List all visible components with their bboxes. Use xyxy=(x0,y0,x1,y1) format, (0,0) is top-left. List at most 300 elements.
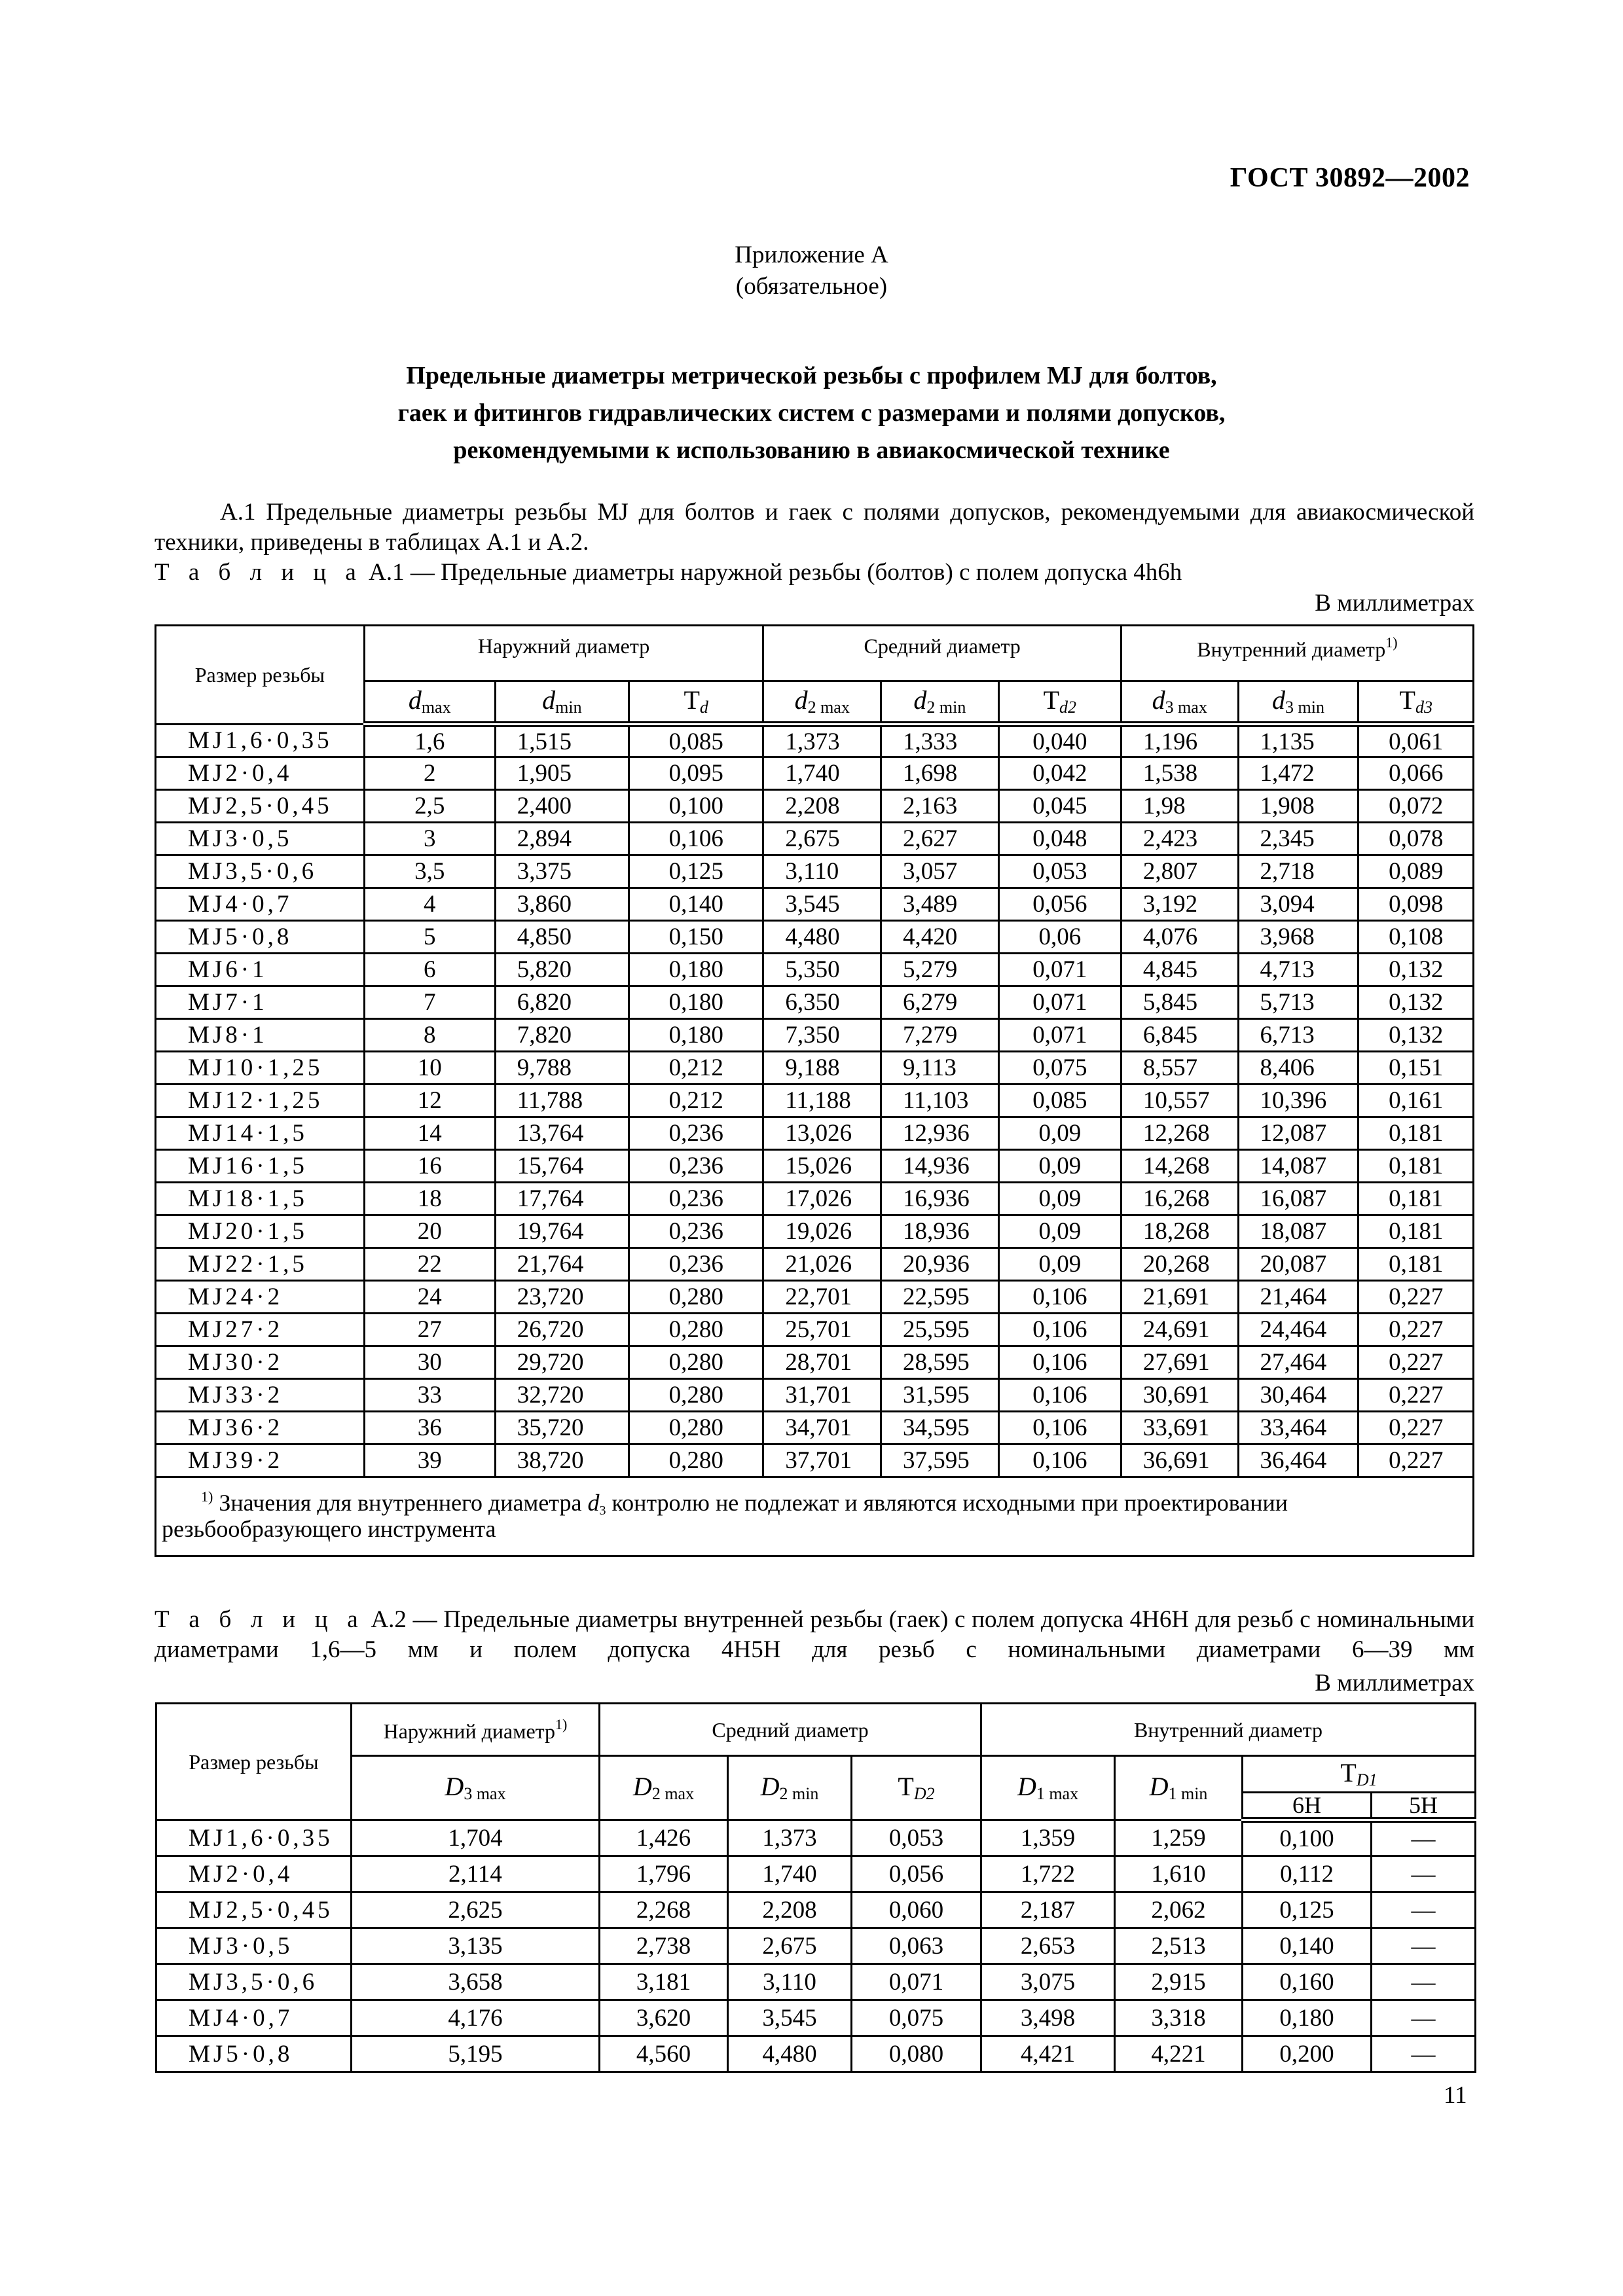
value-cell: 0,072 xyxy=(1359,790,1474,823)
value-cell: 3,545 xyxy=(728,2000,852,2036)
value-cell: 31,701 xyxy=(763,1379,881,1412)
value-cell: 12,268 xyxy=(1121,1117,1238,1150)
value-cell: 8 xyxy=(364,1019,495,1052)
thread-size-cell: MJ5·0,8 xyxy=(156,2036,352,2072)
header-d3-min xyxy=(1238,681,1359,725)
value-cell: 35,720 xyxy=(495,1412,629,1444)
header-TD2 xyxy=(852,1756,981,1820)
table-a2 xyxy=(155,1702,1476,2073)
header-d-max xyxy=(364,681,495,725)
value-cell: 18 xyxy=(364,1183,495,1215)
value-cell: 21,026 xyxy=(763,1248,881,1281)
subscript: D2 xyxy=(913,1784,935,1803)
header-inner-diameter: Внутренний диаметр xyxy=(981,1704,1476,1756)
value-cell: 0,053 xyxy=(998,855,1121,888)
value-cell: 3,375 xyxy=(495,855,629,888)
value-cell: 0,181 xyxy=(1359,1215,1474,1248)
value-cell: 36 xyxy=(364,1412,495,1444)
value-cell: 0,181 xyxy=(1359,1183,1474,1215)
value-cell: 30 xyxy=(364,1346,495,1379)
value-cell: 16,087 xyxy=(1238,1183,1359,1215)
header-d-min xyxy=(495,681,629,725)
value-cell: 4,480 xyxy=(763,921,881,954)
value-cell: 0,108 xyxy=(1359,921,1474,954)
value-cell: 0,112 xyxy=(1243,1856,1372,1892)
value-cell: 2,807 xyxy=(1121,855,1238,888)
header-d2-max xyxy=(763,681,881,725)
value-cell: 14,268 xyxy=(1121,1150,1238,1183)
value-cell: 0,100 xyxy=(1243,1820,1372,1856)
value-cell: 1,98 xyxy=(1121,790,1238,823)
value-cell: 27,464 xyxy=(1238,1346,1359,1379)
value-cell: — xyxy=(1372,1856,1476,1892)
standard-code-header: ГОСТ 30892—2002 xyxy=(1230,163,1470,193)
value-cell: 0,132 xyxy=(1359,1019,1474,1052)
value-cell: 6 xyxy=(364,954,495,986)
value-cell: 1,135 xyxy=(1238,725,1359,757)
value-cell: 16,936 xyxy=(881,1183,999,1215)
table-row xyxy=(156,1346,1474,1379)
value-cell: 30,691 xyxy=(1121,1379,1238,1412)
value-cell: 0,042 xyxy=(998,757,1121,790)
value-cell: 11,103 xyxy=(881,1085,999,1117)
thread-size-cell: MJ5·0,8 xyxy=(156,921,365,954)
symbol: D xyxy=(760,1771,780,1801)
header-inner-diameter-label: Внутренний диаметр xyxy=(1197,637,1386,661)
subscript: d2 xyxy=(1059,698,1077,717)
thread-size-cell: MJ36·2 xyxy=(156,1412,365,1444)
value-cell: 0,075 xyxy=(998,1052,1121,1085)
thread-size-cell: MJ7·1 xyxy=(156,986,365,1019)
value-cell: 0,212 xyxy=(629,1052,763,1085)
value-cell: 37,701 xyxy=(763,1444,881,1477)
value-cell: 2,400 xyxy=(495,790,629,823)
value-cell: 0,132 xyxy=(1359,954,1474,986)
value-cell: 11,188 xyxy=(763,1085,881,1117)
value-cell: 0,181 xyxy=(1359,1248,1474,1281)
value-cell: 17,764 xyxy=(495,1183,629,1215)
value-cell: — xyxy=(1372,2036,1476,2072)
table-row xyxy=(156,823,1474,855)
table-row xyxy=(156,1444,1474,1477)
thread-size-cell: MJ4·0,7 xyxy=(156,2000,352,2036)
value-cell: 2,627 xyxy=(881,823,999,855)
value-cell: 0,098 xyxy=(1359,888,1474,921)
header-d2-min xyxy=(881,681,999,725)
value-cell: 0,227 xyxy=(1359,1281,1474,1314)
value-cell: 15,026 xyxy=(763,1150,881,1183)
value-cell: 12,087 xyxy=(1238,1117,1359,1150)
subscript: 1 max xyxy=(1036,1784,1079,1803)
value-cell: 0,280 xyxy=(629,1281,763,1314)
header-inner-diameter xyxy=(1121,626,1473,681)
value-cell: 10,396 xyxy=(1238,1085,1359,1117)
value-cell: 3,968 xyxy=(1238,921,1359,954)
value-cell: 1,740 xyxy=(763,757,881,790)
subscript: 3 max xyxy=(1165,698,1207,717)
header-td3 xyxy=(1359,681,1474,725)
table-a2-caption-number: А.2 xyxy=(371,1606,407,1633)
value-cell: 1,359 xyxy=(981,1820,1115,1856)
value-cell: 0,280 xyxy=(629,1379,763,1412)
value-cell: 0,106 xyxy=(998,1412,1121,1444)
value-cell: 0,180 xyxy=(629,1019,763,1052)
table-row xyxy=(156,1820,1476,1856)
value-cell: 20,268 xyxy=(1121,1248,1238,1281)
value-cell: 0,063 xyxy=(852,1928,981,1964)
value-cell: 0,060 xyxy=(852,1892,981,1928)
appendix-status: (обязательное) xyxy=(735,273,888,300)
value-cell: 3 xyxy=(364,823,495,855)
value-cell: — xyxy=(1372,1892,1476,1928)
value-cell: 37,595 xyxy=(881,1444,999,1477)
value-cell: 0,085 xyxy=(629,725,763,757)
value-cell: 3,658 xyxy=(352,1964,600,2000)
value-cell: 4,850 xyxy=(495,921,629,954)
value-cell: 1,333 xyxy=(881,725,999,757)
value-cell: 0,080 xyxy=(852,2036,981,2072)
thread-size-cell: MJ22·1,5 xyxy=(156,1248,365,1281)
title-line-1: Предельные диаметры метрической резьбы с профилем MJ для болтов, xyxy=(406,362,1217,389)
value-cell: 6,845 xyxy=(1121,1019,1238,1052)
value-cell: 10,557 xyxy=(1121,1085,1238,1117)
title-line-3: рекомендуемыми к использованию в авиакосмической технике xyxy=(453,437,1170,464)
value-cell: 6,350 xyxy=(763,986,881,1019)
footnote-mark: 1) xyxy=(201,1488,213,1505)
value-cell: 11,788 xyxy=(495,1085,629,1117)
value-cell: 2,513 xyxy=(1115,1928,1243,1964)
table-row xyxy=(156,1314,1474,1346)
value-cell: 22,701 xyxy=(763,1281,881,1314)
table-row xyxy=(156,1248,1474,1281)
value-cell: 0,048 xyxy=(998,823,1121,855)
header-pitch-diameter: Средний диаметр xyxy=(763,626,1122,681)
value-cell: 30,464 xyxy=(1238,1379,1359,1412)
value-cell: 2,675 xyxy=(763,823,881,855)
value-cell: 0,132 xyxy=(1359,986,1474,1019)
thread-size-cell: MJ27·2 xyxy=(156,1314,365,1346)
value-cell: 0,075 xyxy=(852,2000,981,2036)
value-cell: 24,691 xyxy=(1121,1314,1238,1346)
thread-size-cell: MJ3·0,5 xyxy=(156,823,365,855)
value-cell: 17,026 xyxy=(763,1183,881,1215)
subscript: 3 max xyxy=(464,1784,506,1803)
value-cell: 0,066 xyxy=(1359,757,1474,790)
value-cell: 2,208 xyxy=(728,1892,852,1928)
value-cell: 23,720 xyxy=(495,1281,629,1314)
value-cell: 7,820 xyxy=(495,1019,629,1052)
table-a1-caption xyxy=(155,558,1474,588)
table-row xyxy=(156,855,1474,888)
subscript: 2 max xyxy=(651,1784,695,1803)
thread-size-cell: MJ2,5·0,45 xyxy=(156,790,365,823)
value-cell: 20,087 xyxy=(1238,1248,1359,1281)
table-a1-units: В миллиметрах xyxy=(1315,590,1474,617)
symbol: T xyxy=(898,1771,914,1801)
value-cell: 18,936 xyxy=(881,1215,999,1248)
symbol: d xyxy=(794,685,808,715)
table-a2-units: В миллиметрах xyxy=(1315,1670,1474,1696)
symbol: D xyxy=(1017,1771,1036,1801)
value-cell: 0,280 xyxy=(629,1412,763,1444)
value-cell: 16,268 xyxy=(1121,1183,1238,1215)
value-cell: 18,268 xyxy=(1121,1215,1238,1248)
table-row xyxy=(156,1412,1474,1444)
value-cell: 0,236 xyxy=(629,1248,763,1281)
table-row xyxy=(156,1215,1474,1248)
value-cell: 25,595 xyxy=(881,1314,999,1346)
value-cell: 22,595 xyxy=(881,1281,999,1314)
value-cell: 5,820 xyxy=(495,954,629,986)
value-cell: 3,057 xyxy=(881,855,999,888)
table-row xyxy=(156,1892,1476,1928)
header-D3-max xyxy=(352,1756,600,1820)
subscript: d3 xyxy=(1415,698,1432,717)
value-cell: 0,106 xyxy=(998,1281,1121,1314)
footnote-text-before: Значения для внутреннего диаметра xyxy=(219,1490,582,1516)
value-cell: 19,764 xyxy=(495,1215,629,1248)
value-cell: 0,106 xyxy=(998,1444,1121,1477)
value-cell: 5,713 xyxy=(1238,986,1359,1019)
value-cell: 0,140 xyxy=(629,888,763,921)
value-cell: 0,06 xyxy=(998,921,1121,954)
value-cell: 1,722 xyxy=(981,1856,1115,1892)
value-cell: 1,259 xyxy=(1115,1820,1243,1856)
table-row xyxy=(156,1281,1474,1314)
value-cell: 26,720 xyxy=(495,1314,629,1346)
value-cell: 0,236 xyxy=(629,1215,763,1248)
value-cell: — xyxy=(1372,2000,1476,2036)
value-cell: 0,09 xyxy=(998,1183,1121,1215)
header-grade-6H: 6H xyxy=(1243,1793,1372,1820)
symbol: D xyxy=(632,1771,652,1801)
symbol: T xyxy=(1340,1757,1357,1787)
value-cell: 3,192 xyxy=(1121,888,1238,921)
header-thread-size: Размер резьбы xyxy=(156,1704,352,1820)
value-cell: 0,140 xyxy=(1243,1928,1372,1964)
table-a2-caption xyxy=(155,1605,1474,1665)
value-cell: 14 xyxy=(364,1117,495,1150)
symbol: d xyxy=(913,685,927,715)
symbol: d xyxy=(408,685,422,715)
value-cell: 0,078 xyxy=(1359,823,1474,855)
value-cell: 29,720 xyxy=(495,1346,629,1379)
value-cell: — xyxy=(1372,1820,1476,1856)
value-cell: 0,227 xyxy=(1359,1314,1474,1346)
value-cell: 4,221 xyxy=(1115,2036,1243,2072)
header-D1-min xyxy=(1115,1756,1243,1820)
subscript: d xyxy=(699,698,708,717)
value-cell: 3,545 xyxy=(763,888,881,921)
value-cell: 3,620 xyxy=(600,2000,728,2036)
table-a2-caption-text: — Предельные диаметры внутренней резьбы (гаек) с полем допуска 4H6H для резьб с номинальными диаметрами 1,6—5 мм и полем допуска 4H5H для резьб с номинальными диаметрами 6—39 мм xyxy=(155,1606,1475,1663)
table-a1-caption-text: — Предельные диаметры наружной резьбы (болтов) с полем допуска 4h6h xyxy=(410,559,1182,586)
value-cell: 0,151 xyxy=(1359,1052,1474,1085)
subscript: 2 min xyxy=(926,698,966,717)
value-cell: 36,464 xyxy=(1238,1444,1359,1477)
thread-size-cell: MJ12·1,25 xyxy=(156,1085,365,1117)
value-cell: 0,280 xyxy=(629,1444,763,1477)
value-cell: 0,227 xyxy=(1359,1444,1474,1477)
value-cell: 0,180 xyxy=(1243,2000,1372,2036)
table-row xyxy=(156,757,1474,790)
value-cell: 0,181 xyxy=(1359,1117,1474,1150)
table-a1-body xyxy=(156,725,1474,1477)
value-cell: 9,113 xyxy=(881,1052,999,1085)
value-cell: 0,125 xyxy=(1243,1892,1372,1928)
value-cell: 0,106 xyxy=(629,823,763,855)
table-row xyxy=(156,1052,1474,1085)
thread-size-cell: MJ10·1,25 xyxy=(156,1052,365,1085)
value-cell: 3,094 xyxy=(1238,888,1359,921)
value-cell: 3,110 xyxy=(763,855,881,888)
table-row xyxy=(156,790,1474,823)
value-cell: 5,845 xyxy=(1121,986,1238,1019)
value-cell: 12,936 xyxy=(881,1117,999,1150)
value-cell: 2,163 xyxy=(881,790,999,823)
paragraph-a1 xyxy=(155,497,1474,558)
table-a1-footnote xyxy=(156,1477,1474,1556)
header-td xyxy=(629,681,763,725)
symbol: T xyxy=(1399,685,1415,715)
value-cell: 2,625 xyxy=(352,1892,600,1928)
table-row xyxy=(156,1379,1474,1412)
value-cell: 3,318 xyxy=(1115,2000,1243,2036)
value-cell: 0,085 xyxy=(998,1085,1121,1117)
value-cell: 36,691 xyxy=(1121,1444,1238,1477)
value-cell: 0,227 xyxy=(1359,1379,1474,1412)
thread-size-cell: MJ33·2 xyxy=(156,1379,365,1412)
table-row xyxy=(156,1928,1476,1964)
value-cell: 0,236 xyxy=(629,1117,763,1150)
value-cell: 3,498 xyxy=(981,2000,1115,2036)
thread-size-cell: MJ30·2 xyxy=(156,1346,365,1379)
subscript: 2 min xyxy=(779,1784,819,1803)
value-cell: 14,087 xyxy=(1238,1150,1359,1183)
header-D1-max xyxy=(981,1756,1115,1820)
value-cell: 1,698 xyxy=(881,757,999,790)
value-cell: 5 xyxy=(364,921,495,954)
value-cell: 2,5 xyxy=(364,790,495,823)
footnote-symbol: d xyxy=(587,1490,600,1516)
value-cell: 0,056 xyxy=(852,1856,981,1892)
subscript: 3 min xyxy=(1285,698,1324,717)
value-cell: 0,150 xyxy=(629,921,763,954)
value-cell: 18,087 xyxy=(1238,1215,1359,1248)
value-cell: 3,5 xyxy=(364,855,495,888)
value-cell: 1,515 xyxy=(495,725,629,757)
value-cell: 0,180 xyxy=(629,954,763,986)
thread-size-cell: MJ1,6·0,35 xyxy=(156,1820,352,1856)
table-a2-caption-prefix: Т а б л и ц а xyxy=(155,1606,365,1633)
value-cell: 27 xyxy=(364,1314,495,1346)
value-cell: 21,464 xyxy=(1238,1281,1359,1314)
table-row xyxy=(156,1183,1474,1215)
footnote-mark: 1) xyxy=(555,1716,568,1732)
value-cell: 3,489 xyxy=(881,888,999,921)
value-cell: 3,110 xyxy=(728,1964,852,2000)
value-cell: 24 xyxy=(364,1281,495,1314)
table-row xyxy=(156,954,1474,986)
value-cell: 0,106 xyxy=(998,1314,1121,1346)
header-outer-diameter xyxy=(352,1704,600,1756)
value-cell: 4,713 xyxy=(1238,954,1359,986)
value-cell: 0,125 xyxy=(629,855,763,888)
value-cell: 21,764 xyxy=(495,1248,629,1281)
table-a1-caption-prefix: Т а б л и ц а xyxy=(155,559,363,586)
value-cell: 0,280 xyxy=(629,1314,763,1346)
value-cell: 1,704 xyxy=(352,1820,600,1856)
value-cell: 0,09 xyxy=(998,1117,1121,1150)
value-cell: 7,350 xyxy=(763,1019,881,1052)
footnote-text-after: контролю не подлежат и являются исходными при проектировании резьбообразующего инструмента xyxy=(162,1490,1288,1542)
table-row xyxy=(156,1964,1476,2000)
value-cell: 13,764 xyxy=(495,1117,629,1150)
table-a1-caption-number: А.1 xyxy=(369,559,405,586)
value-cell: 1,740 xyxy=(728,1856,852,1892)
thread-size-cell: MJ18·1,5 xyxy=(156,1183,365,1215)
title-line-2: гаек и фитингов гидравлических систем с размерами и полями допусков, xyxy=(397,399,1226,427)
value-cell: 14,936 xyxy=(881,1150,999,1183)
thread-size-cell: MJ20·1,5 xyxy=(156,1215,365,1248)
header-pitch-diameter: Средний диаметр xyxy=(600,1704,981,1756)
appendix-label: Приложение А xyxy=(735,242,888,268)
value-cell: 4,076 xyxy=(1121,921,1238,954)
value-cell: 3,181 xyxy=(600,1964,728,2000)
value-cell: 13,026 xyxy=(763,1117,881,1150)
thread-size-cell: MJ1,6·0,35 xyxy=(156,725,365,757)
value-cell: 2,718 xyxy=(1238,855,1359,888)
subscript: min xyxy=(555,698,582,717)
value-cell: 4,420 xyxy=(881,921,999,954)
thread-size-cell: MJ6·1 xyxy=(156,954,365,986)
value-cell: 1,538 xyxy=(1121,757,1238,790)
value-cell: 8,557 xyxy=(1121,1052,1238,1085)
subscript: 2 max xyxy=(807,698,850,717)
value-cell: 22 xyxy=(364,1248,495,1281)
value-cell: 24,464 xyxy=(1238,1314,1359,1346)
thread-size-cell: MJ3·0,5 xyxy=(156,1928,352,1964)
value-cell: 1,472 xyxy=(1238,757,1359,790)
header-outer-diameter-label: Наружний диаметр xyxy=(383,1719,556,1743)
thread-size-cell: MJ14·1,5 xyxy=(156,1117,365,1150)
value-cell: 0,071 xyxy=(852,1964,981,2000)
value-cell: 3,860 xyxy=(495,888,629,921)
header-D2-max xyxy=(600,1756,728,1820)
header-outer-diameter: Наружний диаметр xyxy=(364,626,763,681)
value-cell: 12 xyxy=(364,1085,495,1117)
value-cell: 5,279 xyxy=(881,954,999,986)
table-row xyxy=(156,921,1474,954)
value-cell: 0,09 xyxy=(998,1215,1121,1248)
value-cell: 0,280 xyxy=(629,1346,763,1379)
value-cell: 1,908 xyxy=(1238,790,1359,823)
value-cell: 8,406 xyxy=(1238,1052,1359,1085)
value-cell: 9,188 xyxy=(763,1052,881,1085)
table-row xyxy=(156,2000,1476,2036)
value-cell: 2,423 xyxy=(1121,823,1238,855)
value-cell: 10 xyxy=(364,1052,495,1085)
value-cell: 3,075 xyxy=(981,1964,1115,2000)
table-a2-body xyxy=(156,1820,1476,2072)
thread-size-cell: MJ4·0,7 xyxy=(156,888,365,921)
value-cell: 4,421 xyxy=(981,2036,1115,2072)
table-row xyxy=(156,1150,1474,1183)
value-cell: 6,820 xyxy=(495,986,629,1019)
value-cell: 0,100 xyxy=(629,790,763,823)
thread-size-cell: MJ2·0,4 xyxy=(156,1856,352,1892)
value-cell: 4,560 xyxy=(600,2036,728,2072)
